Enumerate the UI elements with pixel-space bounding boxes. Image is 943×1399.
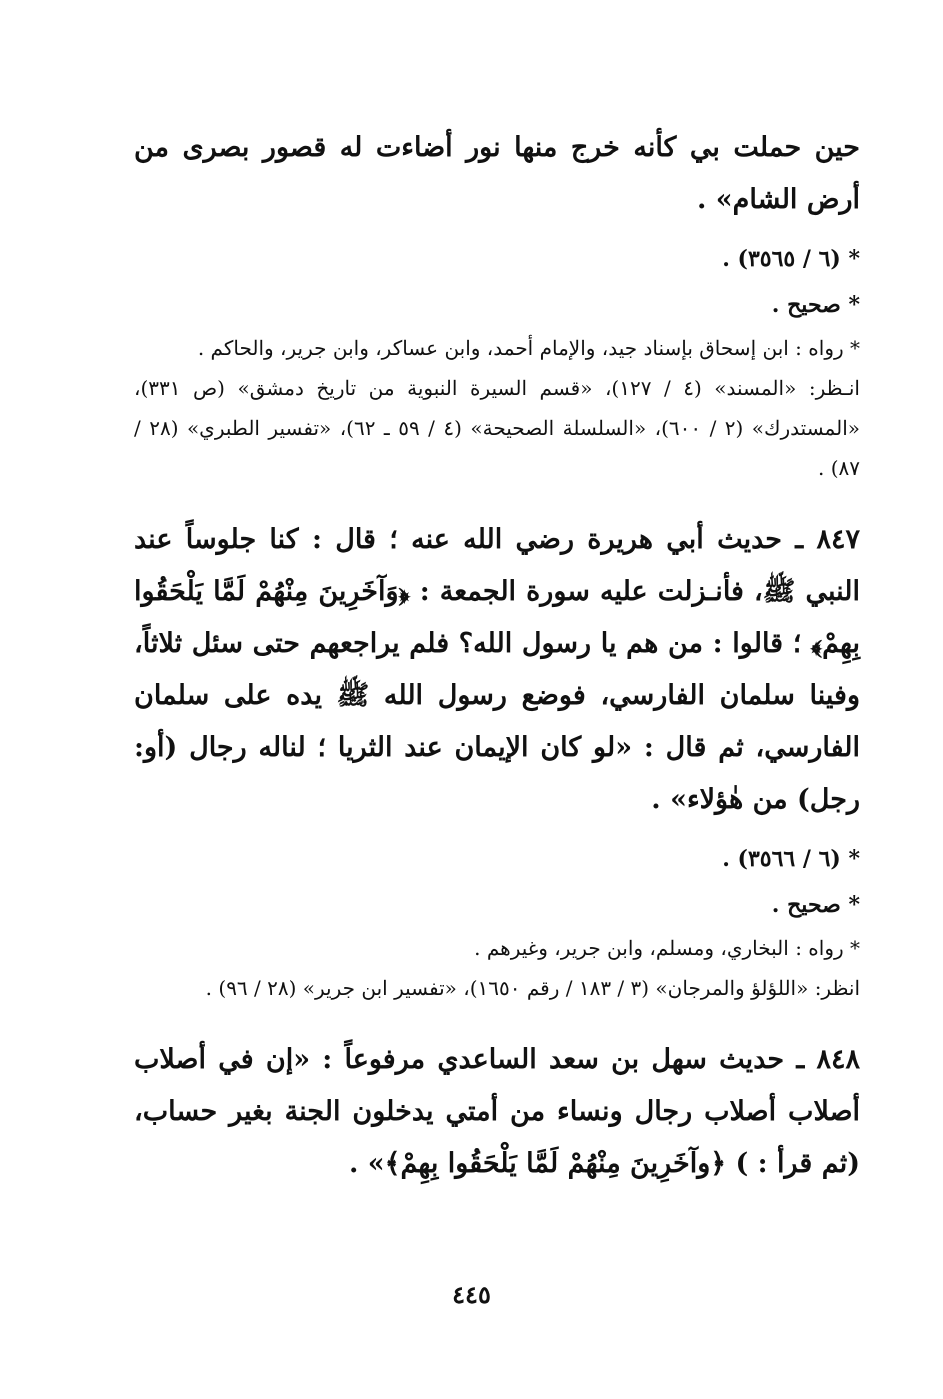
- hadith-text-part-2: » .: [348, 1148, 385, 1179]
- quran-verse: ﴿وَآخَرِينَ مِنْهُمْ لَمَّا يَلْحَقُوا بِهِمْ﴾: [134, 576, 860, 659]
- hadith-sources: انـظر: «المسند» (٤ / ١٢٧)، «قسم السيرة النبوية من تاريخ دمشق» (ص ٣٣١)، «المستدرك» (٢ / ٦٠٠)، «السلسلة الصحيحة» (٤ / ٥٩ ـ ٦٢)، «تفسير الطبري» (٢٨ / ٨٧) .: [134, 376, 861, 480]
- hadith-continuation-text: حين حملت بي كأنه خرج منها نور أضاءت له قصور بصرى من أرض الشام» .: [134, 132, 860, 215]
- page-number: ٤٤٥: [452, 1280, 491, 1309]
- hadith-number: ٨٤٧ ـ: [795, 524, 861, 555]
- hadith-grade: * صحيح .: [771, 292, 860, 318]
- hadith-reference: * (٦ / ٣٥٦٦) .: [722, 846, 860, 872]
- hadith-narrators: * رواه : البخاري، ومسلم، وابن جرير، وغيرهم .: [474, 936, 860, 960]
- hadith-sources: انظر: «اللؤلؤ والمرجان» (٣ / ١٨٣ / رقم ١٦٥٠)، «تفسير ابن جرير» (٢٨ / ٩٦) .: [205, 976, 860, 1000]
- hadith-reference: * (٦ / ٣٥٦٥) .: [722, 246, 860, 272]
- hadith-text-part-1: حديث أبي هريرة رضي الله عنه ؛ قال : كنا جلوساً عند النبي ﷺ، فأنـزلت عليه سورة الجمعة :: [134, 524, 860, 607]
- quran-verse: ﴿وآخَرِينَ مِنْهُمْ لَمَّا يَلْحَقُوا بِهِمْ﴾: [384, 1148, 727, 1179]
- hadith-narrators: * رواه : ابن إسحاق بإسناد جيد، والإمام أحمد، وابن عساكر، وابن جرير، والحاكم .: [197, 336, 860, 360]
- hadith-text-part-2: ؛ قالوا : من هم يا رسول الله؟ فلم يراجعهم حتى سئل ثلاثاً، وفينا سلمان الفارسي، فوضع رسول الله ﷺ يده على سلمان الفارسي، ثم قال : «لو كان الإيمان عند الثريا ؛ لناله رجال (أو: رجل) من هٰؤلاء» .: [134, 628, 860, 815]
- page-body: [134, 122, 860, 1190]
- hadith-text-part-1: حديث سهل بن سعد الساعدي مرفوعاً : «إن في أصلاب أصلاب أصلاب رجال ونساء من أمتي يدخلون الجنة بغير حساب، (ثم قرأ : ): [134, 1044, 860, 1179]
- hadith-847: [134, 514, 860, 826]
- hadith-number: ٨٤٨ ـ: [796, 1044, 860, 1075]
- hadith-grade: * صحيح .: [771, 892, 860, 918]
- hadith-848: [134, 1034, 860, 1190]
